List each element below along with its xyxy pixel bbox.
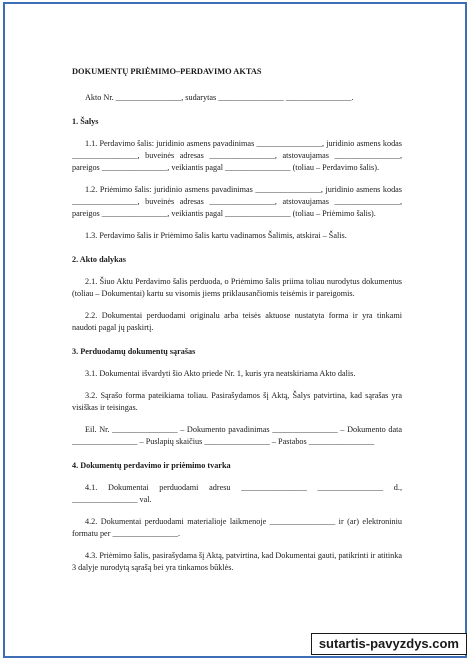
section-heading-document-list: 3. Perduodamų dokumentų sąrašas [72,347,196,356]
document-title: DOKUMENTŲ PRIĖMIMO–PERDAVIMO AKTAS [72,67,262,76]
section-heading-subject: 2. Akto dalykas [72,255,126,264]
paragraph-1-3: 1.3. Perdavimo šalis ir Priėmimo šalis kartu vadinamos Šalimis, atskirai – Šalis. [85,231,347,240]
paragraph-4-1: 4.1. Dokumentai perduodami adresu ________________ ________________ d., ________________ val. [72,483,402,504]
paragraph-2-1: 2.1. Šiuo Aktu Perdavimo šalis perduoda, o Priėmimo šalis priima toliau nurodytus dokumentus (toliau – Dokumentai) kartu su visomis jiems priklausančiomis teisėmis ir pareigomis. [72,277,402,298]
site-watermark: sutartis-pavyzdys.com [311,633,467,655]
document-list-row: Eil. Nr. ________________ – Dokumento pavadinimas ________________ – Dokumento data ________________ – Puslapių skaičius ________________ – Pastabos ________________ [72,425,402,446]
document-body [72,66,402,574]
paragraph-2-2: 2.2. Dokumentai perduodami originalu arba teisės aktuose nustatyta forma ir yra tinkami naudoti pagal jų paskirtį. [72,311,402,332]
paragraph-4-2: 4.2. Dokumentai perduodami materialioje laikmenoje ________________ ir (ar) elektroniniu formatu per ________________. [72,517,402,538]
act-number-line: Akto Nr. ________________, sudarytas ________________ ________________. [85,93,354,102]
paragraph-1-1: 1.1. Perdavimo šalis: juridinio asmens pavadinimas ________________, juridinio asmens kodas ________________, buveinės adresas ________________, atstovaujamas ________________, pareigos ________________, veikiantis pagal ________________ (toliau – Perdavimo šalis). [72,139,402,172]
paragraph-3-1: 3.1. Dokumentai išvardyti šio Akto priede Nr. 1, kuris yra neatskiriama Akto dalis. [85,369,356,378]
section-heading-parties: 1. Šalys [72,117,99,126]
section-heading-transfer-procedure: 4. Dokumentų perdavimo ir priėmimo tvarka [72,461,231,470]
paragraph-1-2: 1.2. Priėmimo šalis: juridinio asmens pavadinimas ________________, juridinio asmens kodas ________________, buveinės adresas ________________, atstovaujamas ________________, pareigos ________________, veikiantis pagal ________________ (toliau – Priėmimo šalis). [72,185,402,218]
paragraph-3-2: 3.2. Sąrašo forma pateikiama toliau. Pasirašydamos šį Aktą, Šalys patvirtina, kad sąrašas yra visiškas ir teisingas. [72,391,402,412]
paragraph-4-3: 4.3. Priėmimo šalis, pasirašydama šį Aktą, patvirtina, kad Dokumentai gauti, patikrinti ir atitinka 3 dalyje nurodytą sąrašą bei yra tinkamos būklės. [72,551,402,572]
